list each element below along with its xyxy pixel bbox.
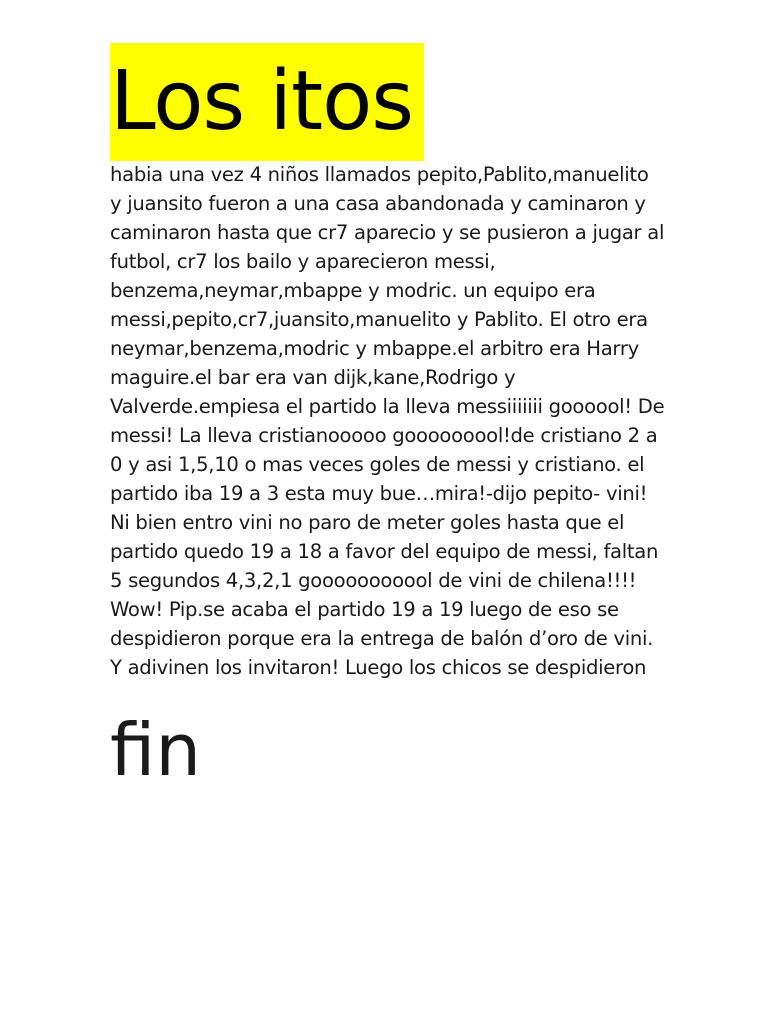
story-line: Wow! Pip.se acaba el partido 19 a 19 luego de eso se [110,598,619,621]
story-line: Ni bien entro vini no paro de meter goles hasta que el [110,511,625,534]
story-line: benzema,neymar,mbappe y modric. un equipo era [110,279,596,302]
story-line: Y adivinen los invitaron! Luego los chicos se despidieron [110,656,647,679]
story-line: 0 y asi 1,5,10 o mas veces goles de messi y cristiano. el [110,453,645,476]
story-body [110,160,670,682]
story-line: messi! La lleva cristianooooo gooooooool!de cristiano 2 a [110,424,658,447]
story-line: futbol, cr7 los bailo y aparecieron messi, [110,250,496,273]
story-line: messi,pepito,cr7,juansito,manuelito y Pablito. El otro era [110,308,648,331]
ending-word: fin [110,708,201,792]
story-line: neymar,benzema,modric y mbappe.el arbitro era Harry [110,337,639,360]
story-line: 5 segundos 4,3,2,1 gooooooooool de vini de chilena!!!! [110,569,637,592]
story-line: maguire.el bar era van dijk,kane,Rodrigo y [110,366,516,389]
story-line: partido iba 19 a 3 esta muy bue…mira!-dijo pepito- vini! [110,482,648,505]
document-title: Los itos [110,43,424,161]
story-line: Valverde.empiesa el partido la lleva messiiiiiii goooool! De [110,395,665,418]
story-line: partido quedo 19 a 18 a favor del equipo de messi, faltan [110,540,659,563]
story-line: habia una vez 4 niños llamados pepito,Pablito,manuelito [110,163,649,186]
story-line: y juansito fueron a una casa abandonada y caminaron y [110,192,646,215]
story-line: despidieron porque era la entrega de balón d’oro de vini. [110,627,654,650]
story-line: caminaron hasta que cr7 aparecio y se pusieron a jugar al [110,221,665,244]
